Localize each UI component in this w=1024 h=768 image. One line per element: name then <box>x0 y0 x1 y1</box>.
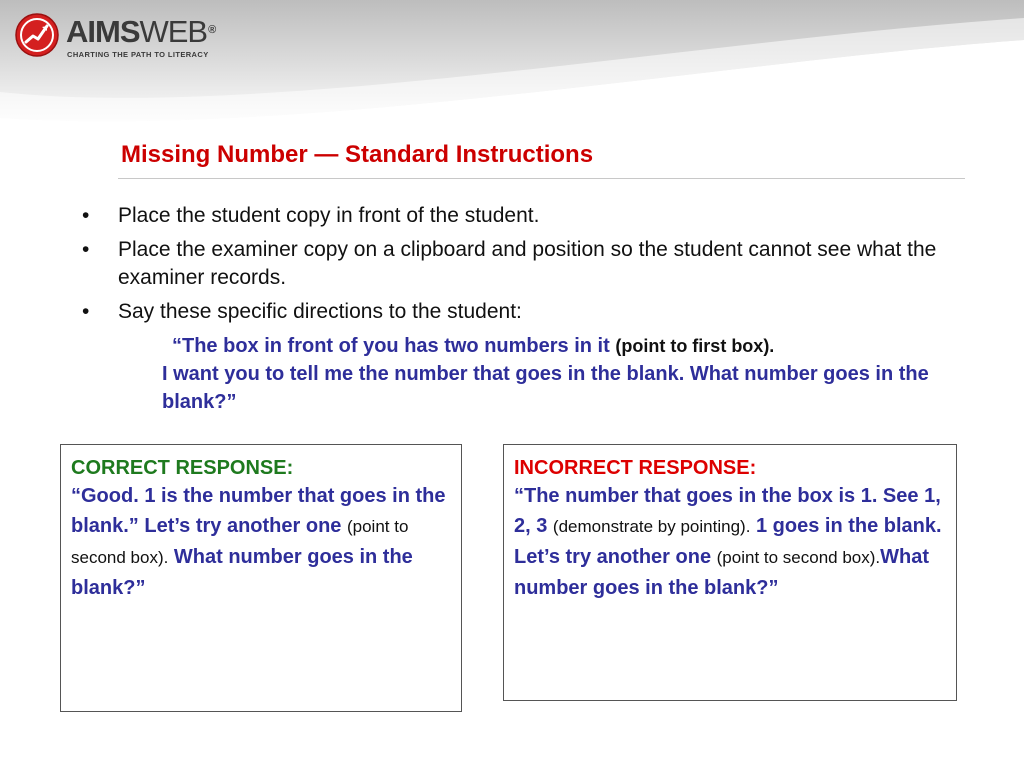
directions-note: (point to first box). <box>615 336 775 356</box>
logo-wordmark <box>66 14 215 50</box>
bullet-icon: • <box>82 238 90 261</box>
logo-registered: ® <box>208 24 216 36</box>
incorrect-part-2: 1 goes in the blank. Let’s try another one <box>514 515 942 568</box>
logo-mark-icon <box>14 12 60 58</box>
instruction-item <box>82 236 962 292</box>
incorrect-part-1: “The number that goes in the box is 1. See 1, 2, 3 <box>514 485 941 537</box>
instruction-item <box>82 202 962 230</box>
correct-response-title: CORRECT RESPONSE: <box>71 457 294 479</box>
instruction-text: Say these specific directions to the student: <box>118 300 522 323</box>
correct-response-box <box>60 444 462 712</box>
incorrect-response-title: INCORRECT RESPONSE: <box>514 457 757 479</box>
aimsweb-logo <box>14 12 224 64</box>
directions-part-1: “The box in front of you has two numbers in it <box>172 335 610 357</box>
student-directions <box>162 332 962 416</box>
incorrect-response-box <box>503 444 957 701</box>
correct-note: (point to second box). <box>71 517 409 567</box>
correct-part-1: “Good. 1 is the number that goes in the blank.” Let’s try another one <box>71 485 446 537</box>
page-title: Missing Number — Standard Instructions <box>121 141 594 168</box>
instruction-list <box>82 202 962 332</box>
logo-web: WEB <box>139 14 208 49</box>
bullet-icon: • <box>82 204 90 227</box>
correct-response-body <box>71 481 451 603</box>
directions-line-1 <box>174 332 962 360</box>
logo-aims: AIMS <box>66 14 140 49</box>
incorrect-note-2: (point to second box). <box>716 548 881 567</box>
incorrect-part-3: What number goes in the blank?” <box>514 546 930 599</box>
instruction-text: Place the examiner copy on a clipboard and position so the student cannot see what the examiner records. <box>118 238 937 289</box>
logo-tagline: CHARTING THE PATH TO LITERACY <box>67 50 209 59</box>
incorrect-response-body <box>514 481 946 603</box>
directions-part-2: I want you to tell me the number that goes in the blank. What number goes in the blank?” <box>162 363 929 413</box>
title-divider <box>118 178 965 179</box>
correct-part-2: What number goes in the blank?” <box>71 546 413 599</box>
incorrect-note-1: (demonstrate by pointing). <box>552 517 751 536</box>
instruction-item <box>82 298 962 326</box>
bullet-icon: • <box>82 300 90 323</box>
instruction-text: Place the student copy in front of the student. <box>118 204 540 227</box>
